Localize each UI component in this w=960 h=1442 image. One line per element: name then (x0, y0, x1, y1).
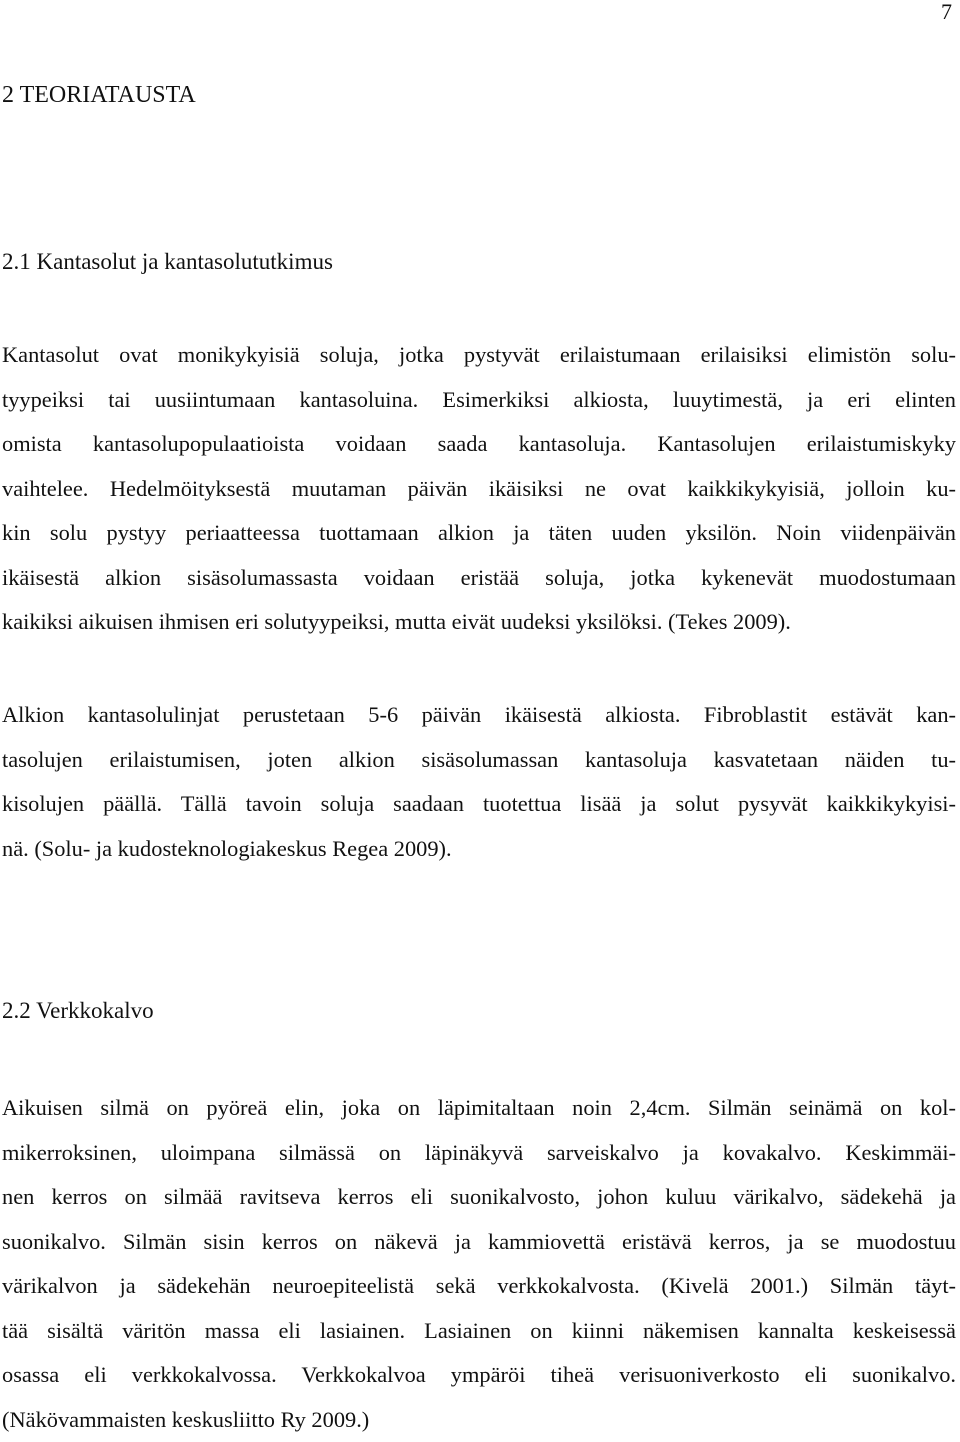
text-line: nä. (Solu- ja kudosteknologiakeskus Regea 2009). (2, 827, 956, 872)
text-line: Aikuisen silmä on pyöreä elin, joka on läpimitaltaan noin 2,4cm. Silmän seinämä on kol- (2, 1086, 956, 1131)
chapter-heading: 2 TEORIATAUSTA (2, 80, 196, 110)
section-heading-kantasolut: 2.1 Kantasolut ja kantasolututkimus (2, 247, 333, 277)
text-line: osassa eli verkkokalvossa. Verkkokalvoa ympäröi tiheä verisuoniverkosto eli suonikalvo. (2, 1353, 956, 1398)
paragraph-kantasolulinjat (2, 693, 956, 871)
text-line: Kantasolut ovat monikykyisiä soluja, jotka pystyvät erilaistumaan erilaisiksi elimistön solu- (2, 333, 956, 378)
text-line: tyypeiksi tai uusiintumaan kantasoluina. Esimerkiksi alkiosta, luuytimestä, ja eri elinten (2, 378, 956, 423)
text-line: tasolujen erilaistumisen, joten alkion sisäsolumassan kantasoluja kasvatetaan näiden tu- (2, 738, 956, 783)
text-line: suonikalvo. Silmän sisin kerros on näkevä ja kammiovettä eristävä kerros, ja se muodostuu (2, 1220, 956, 1265)
text-line: tää sisältä väritön massa eli lasiainen. Lasiainen on kiinni näkemisen kannalta keskeisessä (2, 1309, 956, 1354)
paragraph-kantasolut-intro (2, 333, 956, 645)
section-heading-verkkokalvo: 2.2 Verkkokalvo (2, 996, 154, 1026)
text-line: värikalvon ja sädekehän neuroepiteelistä sekä verkkokalvosta. (Kivelä 2001.) Silmän täyt- (2, 1264, 956, 1309)
text-line: kaikiksi aikuisen ihmisen eri solutyypeiksi, mutta eivät uudeksi yksilöksi. (Tekes 2009). (2, 600, 956, 645)
text-line: kin solu pystyy periaatteessa tuottamaan alkion ja täten uuden yksilön. Noin viidenpäivän (2, 511, 956, 556)
paragraph-verkkokalvo (2, 1086, 956, 1442)
page-number: 7 (941, 0, 952, 24)
text-line: vaihtelee. Hedelmöityksestä muutaman päivän ikäisiksi ne ovat kaikkikykyisiä, jolloin ku- (2, 467, 956, 512)
text-line: mikerroksinen, uloimpana silmässä on läpinäkyvä sarveiskalvo ja kovakalvo. Keskimmäi- (2, 1131, 956, 1176)
text-line: omista kantasolupopulaatioista voidaan saada kantasoluja. Kantasolujen erilaistumiskyky (2, 422, 956, 467)
text-line: (Näkövammaisten keskusliitto Ry 2009.) (2, 1398, 956, 1442)
text-line: Alkion kantasolulinjat perustetaan 5-6 päivän ikäisestä alkiosta. Fibroblastit estävät kan- (2, 693, 956, 738)
text-line: ikäisestä alkion sisäsolumassasta voidaan eristää soluja, jotka kykenevät muodostumaan (2, 556, 956, 601)
text-line: kisolujen päällä. Tällä tavoin soluja saadaan tuotettua lisää ja solut pysyvät kaikkikykyisi- (2, 782, 956, 827)
text-line: nen kerros on silmää ravitseva kerros eli suonikalvosto, johon kuluu värikalvo, sädekehä ja (2, 1175, 956, 1220)
